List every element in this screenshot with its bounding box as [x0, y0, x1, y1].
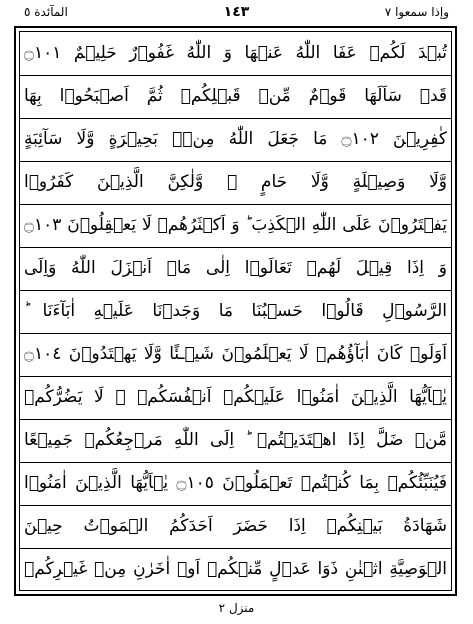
juz-name: وإذا سمعوا ٧ [384, 5, 449, 19]
text-line: شَهَادَةُ بَيۡنِكُمۡ اِذَا حَضَرَ اَحَدَكُمُ الۡمَوۡتُ حِيۡنَ [24, 516, 447, 536]
text-line: الۡوَصِيَّةِ اثۡنٰنِ ذَوَا عَدۡلٍ مِّنۡكُمۡ اَوۡ اٰخَرٰنِ مِنۡ غَيۡرِكُمۡ [24, 559, 447, 579]
text-line: وَّلَا وَصِيۡلَةٍ وَّلَا حَامٍ ۙ وَّلٰكِنَّ الَّذِيۡنَ كَفَرُوۡا [24, 172, 447, 192]
surah-name: المآئدة ٥ [24, 5, 68, 19]
manzil-footer: منزل ٢ [218, 601, 255, 615]
text-line: فَيُنَبِّئُكُمۡ بِمَا كُنۡتُمۡ تَعۡمَلُوۡنَ ۝١٠٥ يٰۤاَيُّهَا الَّذِيۡنَ اٰمَنُوۡا [24, 473, 447, 493]
text-line: يٰۤاَيُّهَا الَّذِيۡنَ اٰمَنُوۡا عَلَيۡكُمۡ اَنۡفُسَكُمۡ ۚ لَا يَضُرُّكُمۡ [24, 387, 447, 407]
text-line: اَوَلَوۡ كَانَ اٰبَآؤُهُمۡ لَا يَعۡلَمُوۡنَ شَيۡـئًا وَّلَا يَهۡتَدُوۡنَ ۝١٠٤ [24, 344, 447, 364]
text-line: الرَّسُوۡلِ قَالُوۡا حَسۡبُنَا مَا وَجَدۡنَا عَلَيۡهِ اٰبَآءَنَا ؕ [24, 301, 447, 321]
page-header [14, 2, 459, 22]
text-line: تُبۡدَ لَكُمۡ عَفَا اللّٰهُ عَنۡهَا وَ اللّٰهُ غَفُوۡرٌ حَلِيۡمٌ ۝١٠١ [24, 43, 447, 63]
text-frame [14, 26, 457, 596]
text-line: كٰفِرِيۡنَ ۝١٠٢ مَا جَعَلَ اللّٰهُ مِنۡۢ بَحِيۡرَةٍ وَّلَا سَآئِبَةٍ [24, 129, 447, 149]
text-line: يَفۡتَرُوۡنَ عَلَى اللّٰهِ الۡكَذِبَ ؕ وَ اَكۡثَرُهُمۡ لَا يَعۡقِلُوۡنَ ۝١٠٣ [24, 215, 447, 235]
text-line: وَ اِذَا قِيۡلَ لَهُمۡ تَعَالَوۡا اِلٰى مَاۤ اَنۡزَلَ اللّٰهُ وَاِلَى [24, 258, 447, 278]
text-line: مَّنۡ ضَلَّ اِذَا اهۡتَدَيۡتُمۡ ؕ اِلَى اللّٰهِ مَرۡجِعُكُمۡ جَمِيۡعًا [24, 430, 447, 450]
text-line: قَدۡ سَاَلَهَا قَوۡمٌ مِّنۡ قَبۡلِكُمۡ ثُمَّ اَصۡبَحُوۡا بِهَا [24, 86, 447, 106]
page-number: ١٤٣ [223, 4, 250, 20]
